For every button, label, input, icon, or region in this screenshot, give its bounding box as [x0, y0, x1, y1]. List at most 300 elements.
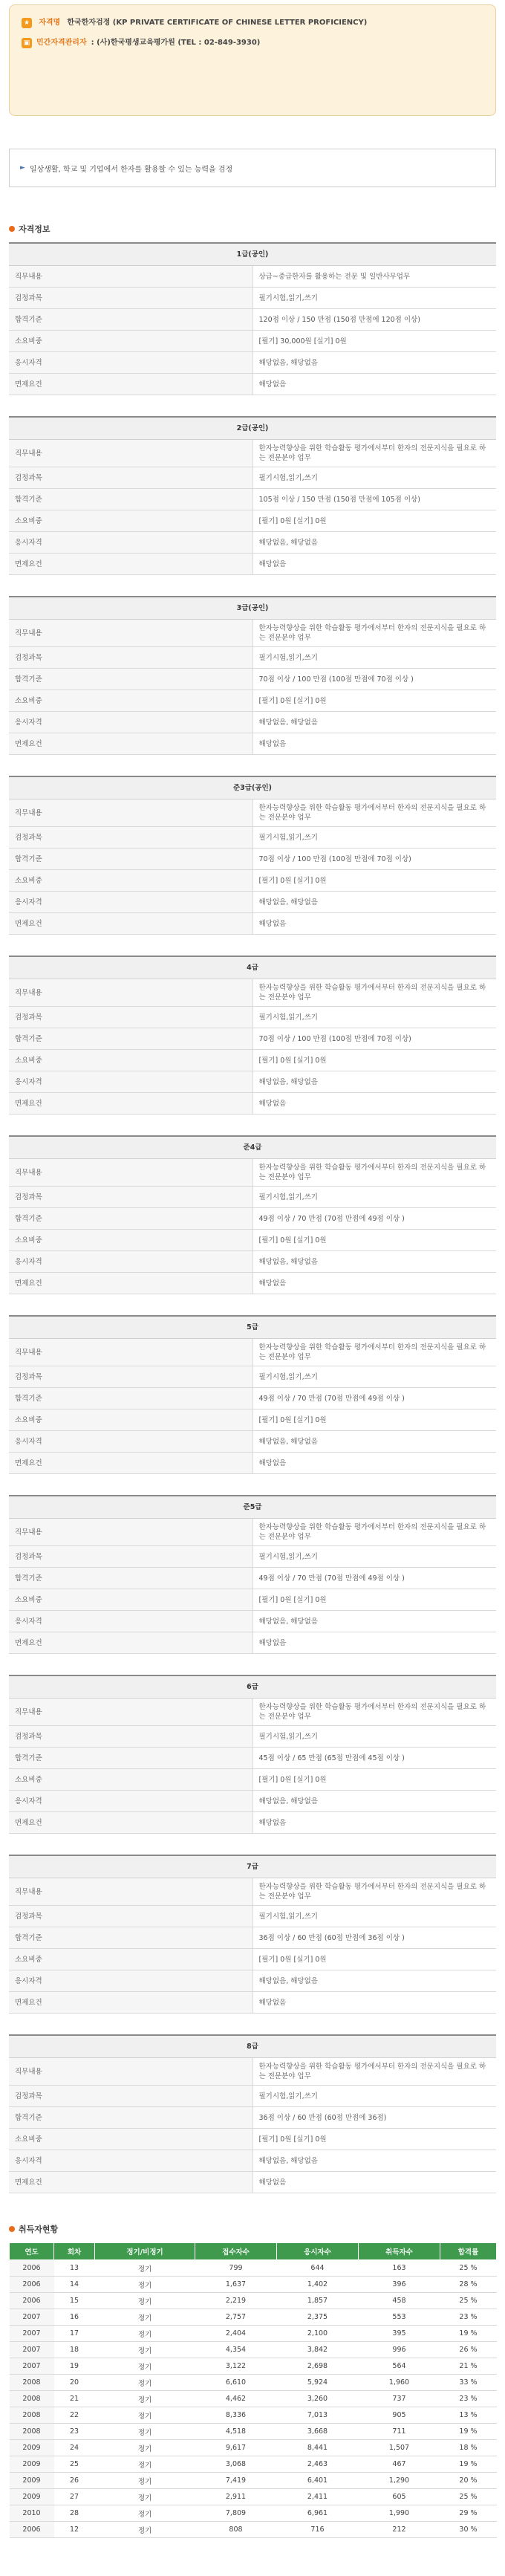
grade-row-value: 한자능력향상을 위한 학습활동 평가에서부터 한자의 전문지식을 필요로 하는 전문분야 업무	[252, 799, 496, 827]
grade-row-criteria	[9, 1748, 496, 1769]
stats-cell: 799	[195, 2260, 277, 2277]
stats-cell: 644	[277, 2260, 359, 2277]
grade-row-weight	[9, 1050, 496, 1071]
stats-cell: 396	[359, 2277, 440, 2293]
stats-cell: 25 %	[440, 2489, 497, 2505]
grade-row-label: 면제요건	[9, 1093, 252, 1115]
grade-title: 6급	[9, 1675, 496, 1699]
grade-row-label: 소요비중	[9, 1230, 252, 1251]
stats-row	[10, 2473, 497, 2489]
grade-row-subjects	[9, 2086, 496, 2107]
grade-row-label: 응시자격	[9, 1431, 252, 1453]
grade-row-value: 한자능력향상을 위한 학습활동 평가에서부터 한자의 전문지식을 필요로 하는 전문분야 업무	[252, 1699, 496, 1726]
stats-cell: 9,617	[195, 2440, 277, 2456]
stats-cell: 2006	[10, 2522, 54, 2538]
grade-row-label: 응시자격	[9, 2150, 252, 2172]
grade-row-duty	[9, 620, 496, 647]
stats-cell: 1,507	[359, 2440, 440, 2456]
grade-row-label: 검정과목	[9, 2086, 252, 2107]
grade-title: 1급(공인)	[9, 243, 496, 266]
grade-row-label: 합격기준	[9, 1028, 252, 1050]
stats-cell: 7,013	[277, 2407, 359, 2424]
summary-box	[9, 149, 496, 187]
stats-cell: 2007	[10, 2326, 54, 2342]
grade-row-label: 면제요건	[9, 1992, 252, 2014]
stats-cell: 2009	[10, 2440, 54, 2456]
grade-row-value: 70점 이상 / 100 만점 (100점 만점에 70점 이상)	[252, 849, 496, 870]
grade-row-weight	[9, 1769, 496, 1791]
grade-row-value: 해당없음	[252, 1273, 496, 1294]
grade-row-eligibility	[9, 1791, 496, 1812]
grade-row-label: 응시자격	[9, 1251, 252, 1273]
grade-row-label: 면제요건	[9, 1632, 252, 1654]
grade-row-value: 49점 이상 / 70 만점 (70점 만점에 49점 이상 )	[252, 1208, 496, 1230]
grade-row-label: 응시자격	[9, 892, 252, 913]
stats-cell: 20 %	[440, 2473, 497, 2489]
grade-row-weight	[9, 690, 496, 712]
grade-title: 5급	[9, 1316, 496, 1339]
grade-row-eligibility	[9, 1251, 496, 1273]
grade-row-value: 필기시험,읽기,쓰기	[252, 827, 496, 849]
grade-row-label: 소요비중	[9, 2129, 252, 2150]
building-icon: ▣	[22, 38, 32, 48]
stats-cell: 8,441	[277, 2440, 359, 2456]
stats-cell: 정기	[95, 2342, 195, 2358]
stats-cell: 15	[54, 2293, 95, 2309]
grade-row-label: 응시자격	[9, 1611, 252, 1632]
stats-cell: 19 %	[440, 2424, 497, 2440]
grade-title: 준4급	[9, 1136, 496, 1159]
stats-row	[10, 2309, 497, 2326]
grade-row-weight	[9, 1409, 496, 1431]
stats-cell: 1,960	[359, 2375, 440, 2391]
grade-row-value: 한자능력향상을 위한 학습활동 평가에서부터 한자의 전문지식을 필요로 하는 전문분야 업무	[252, 1339, 496, 1366]
stats-cell: 5,924	[277, 2375, 359, 2391]
grade-row-subjects	[9, 1546, 496, 1568]
stats-cell: 2,411	[277, 2489, 359, 2505]
grade-row-duty	[9, 799, 496, 827]
stats-cell: 정기	[95, 2391, 195, 2407]
stats-cell: 163	[359, 2260, 440, 2277]
stats-cell: 8,336	[195, 2407, 277, 2424]
grade-row-label: 응시자격	[9, 352, 252, 374]
grade-row-value: 해당없음, 해당없음	[252, 1970, 496, 1992]
stats-cell: 정기	[95, 2473, 195, 2489]
grade-row-value: 상급~중급한자를 활용하는 전문 및 일반사무업무	[252, 266, 496, 288]
stats-cell: 467	[359, 2456, 440, 2473]
stats-row	[10, 2277, 497, 2293]
grade-row-label: 소요비중	[9, 1769, 252, 1791]
stats-cell: 16	[54, 2309, 95, 2326]
grade-row-value: 120점 이상 / 150 만점 (150점 만점에 120점 이상)	[252, 309, 496, 331]
certificate-header-box	[9, 4, 496, 116]
grade-row-weight	[9, 1230, 496, 1251]
grade-row-label: 검정과목	[9, 1366, 252, 1388]
grade-row-criteria	[9, 1388, 496, 1409]
grade-row-eligibility	[9, 1611, 496, 1632]
stats-cell: 716	[277, 2522, 359, 2538]
grade-title: 준3급(공인)	[9, 776, 496, 799]
grade-row-value: 45점 이상 / 65 만점 (65점 만점에 45점 이상 )	[252, 1748, 496, 1769]
grade-row-label: 소요비중	[9, 690, 252, 712]
grade-row-label: 검정과목	[9, 1906, 252, 1927]
grade-row-value: [필기] 0원 [실기] 0원	[252, 1230, 496, 1251]
stats-cell: 737	[359, 2391, 440, 2407]
stats-header-row	[10, 2243, 497, 2260]
stats-cell: 2,100	[277, 2326, 359, 2342]
grade-row-criteria	[9, 1208, 496, 1230]
stats-section-title	[9, 2223, 496, 2235]
grade-row-value: 해당없음, 해당없음	[252, 1611, 496, 1632]
grade-row-value: 해당없음	[252, 1992, 496, 2014]
stats-cell: 2007	[10, 2342, 54, 2358]
stats-cell: 정기	[95, 2375, 195, 2391]
grade-row-weight	[9, 510, 496, 532]
stats-cell: 4,354	[195, 2342, 277, 2358]
grade-row-label: 직무내용	[9, 979, 252, 1007]
grade-row-value: 해당없음	[252, 733, 496, 755]
grade-row-value: 한자능력향상을 위한 학습활동 평가에서부터 한자의 전문지식을 필요로 하는 전문분야 업무	[252, 2058, 496, 2086]
stats-cell: 3,668	[277, 2424, 359, 2440]
stats-cell: 2006	[10, 2260, 54, 2277]
grade-row-label: 합격기준	[9, 1208, 252, 1230]
grade-row-value: 필기시험,읽기,쓰기	[252, 467, 496, 489]
stats-cell: 1,290	[359, 2473, 440, 2489]
grade-row-subjects	[9, 1187, 496, 1208]
grade-row-duty	[9, 1699, 496, 1726]
grade-row-duty	[9, 266, 496, 288]
stats-cell: 7,419	[195, 2473, 277, 2489]
stats-cell: 1,857	[277, 2293, 359, 2309]
grade-row-exemption	[9, 554, 496, 575]
stats-cell: 정기	[95, 2277, 195, 2293]
grade-table	[9, 1135, 496, 1294]
grade-row-value: [필기] 30,000원 [실기] 0원	[252, 331, 496, 352]
grade-row-duty	[9, 1519, 496, 1546]
grade-row-label: 소요비중	[9, 331, 252, 352]
grade-row-label: 합격기준	[9, 309, 252, 331]
stats-cell: 2,463	[277, 2456, 359, 2473]
stats-cell: 19 %	[440, 2456, 497, 2473]
stats-cell: 212	[359, 2522, 440, 2538]
stats-header-cell: 회차	[54, 2243, 95, 2260]
stats-cell: 2010	[10, 2505, 54, 2522]
stats-cell: 2008	[10, 2407, 54, 2424]
grade-row-label: 합격기준	[9, 1927, 252, 1949]
grade-row-value: 필기시험,읽기,쓰기	[252, 1726, 496, 1748]
grade-row-eligibility	[9, 532, 496, 554]
grade-title: 8급	[9, 2035, 496, 2058]
stats-cell: 808	[195, 2522, 277, 2538]
stats-cell: 2008	[10, 2391, 54, 2407]
certificate-org-value: : (사)한국평생교육평가원 (TEL : 02-849-3930)	[91, 39, 261, 47]
grade-row-value: 105점 이상 / 150 만점 (150점 만점에 105점 이상)	[252, 489, 496, 510]
grade-row-label: 검정과목	[9, 1546, 252, 1568]
stats-cell: 25 %	[440, 2260, 497, 2277]
stats-cell: 2007	[10, 2358, 54, 2375]
grade-row-value: 70점 이상 / 100 만점 (100점 만점에 70점 이상 )	[252, 669, 496, 690]
stats-cell: 2008	[10, 2424, 54, 2440]
stats-cell: 3,842	[277, 2342, 359, 2358]
grade-row-exemption	[9, 1273, 496, 1294]
stats-row	[10, 2260, 497, 2277]
stats-body	[10, 2260, 497, 2538]
qualification-section-title	[9, 223, 496, 235]
stats-cell: 4,462	[195, 2391, 277, 2407]
grade-row-label: 검정과목	[9, 647, 252, 669]
stats-row	[10, 2505, 497, 2522]
grade-row-label: 직무내용	[9, 1699, 252, 1726]
grade-row-eligibility	[9, 1431, 496, 1453]
stats-cell: 28	[54, 2505, 95, 2522]
grade-row-value: 한자능력향상을 위한 학습활동 평가에서부터 한자의 전문지식을 필요로 하는 전문분야 업무	[252, 1878, 496, 1906]
grade-table	[9, 2034, 496, 2193]
stats-cell: 458	[359, 2293, 440, 2309]
grade-row-value: [필기] 0원 [실기] 0원	[252, 1409, 496, 1431]
grade-row-label: 소요비중	[9, 1589, 252, 1611]
stats-cell: 17	[54, 2326, 95, 2342]
grade-row-value: 한자능력향상을 위한 학습활동 평가에서부터 한자의 전문지식을 필요로 하는 전문분야 업무	[252, 620, 496, 647]
stats-cell: 정기	[95, 2424, 195, 2440]
grade-row-duty	[9, 1339, 496, 1366]
stats-cell: 25 %	[440, 2293, 497, 2309]
grade-row-value: [필기] 0원 [실기] 0원	[252, 2129, 496, 2150]
stats-cell: 정기	[95, 2440, 195, 2456]
grade-row-label: 직무내용	[9, 1519, 252, 1546]
stats-header-cell: 합격률	[440, 2243, 497, 2260]
stats-row	[10, 2358, 497, 2375]
stats-row	[10, 2326, 497, 2342]
grade-row-value: [필기] 0원 [실기] 0원	[252, 870, 496, 892]
stats-cell: 20	[54, 2375, 95, 2391]
stats-cell: 6,401	[277, 2473, 359, 2489]
grade-table	[9, 1495, 496, 1654]
stats-cell: 정기	[95, 2326, 195, 2342]
grade-row-eligibility	[9, 892, 496, 913]
grade-title: 4급	[9, 956, 496, 979]
grade-row-value: 70점 이상 / 100 만점 (100점 만점에 70점 이상)	[252, 1028, 496, 1050]
grade-row-criteria	[9, 1028, 496, 1050]
grade-row-value: 한자능력향상을 위한 학습활동 평가에서부터 한자의 전문지식을 필요로 하는 전문분야 업무	[252, 979, 496, 1007]
stats-cell: 2,911	[195, 2489, 277, 2505]
grade-row-exemption	[9, 1453, 496, 1474]
grade-row-criteria	[9, 489, 496, 510]
stats-cell: 4,518	[195, 2424, 277, 2440]
section-dot-icon	[9, 226, 15, 232]
grade-title: 2급(공인)	[9, 417, 496, 440]
stats-cell: 정기	[95, 2358, 195, 2375]
grade-row-value: 필기시험,읽기,쓰기	[252, 1007, 496, 1028]
grade-row-value: 해당없음, 해당없음	[252, 1071, 496, 1093]
stats-title-text: 취득자현황	[19, 2225, 59, 2234]
grade-row-subjects	[9, 647, 496, 669]
grade-row-label: 직무내용	[9, 1878, 252, 1906]
grade-row-value: 필기시험,읽기,쓰기	[252, 288, 496, 309]
grade-row-value: 36점 이상 / 60 만점 (60점 만점에 36점)	[252, 2107, 496, 2129]
grade-row-exemption	[9, 374, 496, 395]
stats-cell: 395	[359, 2326, 440, 2342]
grade-row-eligibility	[9, 2150, 496, 2172]
grade-row-criteria	[9, 1927, 496, 1949]
grade-row-label: 면제요건	[9, 1812, 252, 1834]
grade-row-value: 해당없음, 해당없음	[252, 352, 496, 374]
grade-row-value: 한자능력향상을 위한 학습활동 평가에서부터 한자의 전문지식을 필요로 하는 전문분야 업무	[252, 1159, 496, 1187]
grade-row-weight	[9, 2129, 496, 2150]
grade-row-value: 해당없음, 해당없음	[252, 712, 496, 733]
grade-table	[9, 776, 496, 935]
grade-table	[9, 956, 496, 1115]
grade-row-label: 합격기준	[9, 1388, 252, 1409]
stats-cell: 33 %	[440, 2375, 497, 2391]
stats-header-cell: 응시자수	[277, 2243, 359, 2260]
stats-row	[10, 2407, 497, 2424]
stats-cell: 14	[54, 2277, 95, 2293]
grade-row-value: 36점 이상 / 60 만점 (60점 만점에 36점 이상 )	[252, 1927, 496, 1949]
arrow-bullet-icon: ►	[20, 164, 25, 172]
stats-cell: 29 %	[440, 2505, 497, 2522]
grade-row-label: 직무내용	[9, 1339, 252, 1366]
grade-row-value: 필기시험,읽기,쓰기	[252, 2086, 496, 2107]
grade-row-exemption	[9, 913, 496, 935]
grade-title: 3급(공인)	[9, 597, 496, 620]
stats-cell: 13	[54, 2260, 95, 2277]
stats-cell: 정기	[95, 2407, 195, 2424]
grade-row-value: 해당없음, 해당없음	[252, 892, 496, 913]
stats-cell: 1,990	[359, 2505, 440, 2522]
grade-row-label: 합격기준	[9, 1748, 252, 1769]
grade-row-label: 소요비중	[9, 870, 252, 892]
stats-cell: 정기	[95, 2505, 195, 2522]
stats-cell: 2,757	[195, 2309, 277, 2326]
grade-row-label: 검정과목	[9, 467, 252, 489]
grade-row-weight	[9, 1589, 496, 1611]
grade-row-label: 합격기준	[9, 2107, 252, 2129]
stats-cell: 2006	[10, 2293, 54, 2309]
grade-row-value: 필기시험,읽기,쓰기	[252, 1546, 496, 1568]
stats-row	[10, 2522, 497, 2538]
grade-row-value: 한자능력향상을 위한 학습활동 평가에서부터 한자의 전문지식을 필요로 하는 전문분야 업무	[252, 440, 496, 467]
grade-row-value: 필기시험,읽기,쓰기	[252, 1906, 496, 1927]
grade-row-exemption	[9, 1093, 496, 1115]
grade-row-value: 49점 이상 / 70 만점 (70점 만점에 49점 이상 )	[252, 1568, 496, 1589]
grade-table	[9, 1675, 496, 1834]
section-dot-icon	[9, 2226, 15, 2232]
grade-table	[9, 596, 496, 755]
grade-row-value: 해당없음	[252, 1453, 496, 1474]
certificate-org-row	[22, 37, 483, 48]
stats-cell: 30 %	[440, 2522, 497, 2538]
grade-row-label: 면제요건	[9, 374, 252, 395]
grade-row-eligibility	[9, 712, 496, 733]
badge-icon: ★	[22, 18, 32, 28]
grade-row-value: 필기시험,읽기,쓰기	[252, 1187, 496, 1208]
grade-row-label: 합격기준	[9, 489, 252, 510]
grade-row-label: 면제요건	[9, 733, 252, 755]
grade-row-label: 소요비중	[9, 1949, 252, 1970]
grade-row-value: 해당없음, 해당없음	[252, 532, 496, 554]
grade-row-value: 해당없음	[252, 2172, 496, 2193]
grade-row-exemption	[9, 733, 496, 755]
grade-table	[9, 1315, 496, 1474]
stats-cell: 1,402	[277, 2277, 359, 2293]
stats-cell: 7,809	[195, 2505, 277, 2522]
grade-row-label: 검정과목	[9, 1007, 252, 1028]
grade-row-label: 직무내용	[9, 2058, 252, 2086]
stats-cell: 정기	[95, 2456, 195, 2473]
grade-row-subjects	[9, 1007, 496, 1028]
grades-container	[0, 242, 505, 2193]
summary-text: 일상생활, 학교 및 기업에서 한자를 활용할 수 있는 능력을 검정	[29, 165, 233, 174]
stats-cell: 12	[54, 2522, 95, 2538]
stats-cell: 22	[54, 2407, 95, 2424]
stats-cell: 553	[359, 2309, 440, 2326]
grade-row-weight	[9, 870, 496, 892]
stats-cell: 6,961	[277, 2505, 359, 2522]
stats-cell: 정기	[95, 2309, 195, 2326]
grade-row-label: 응시자격	[9, 712, 252, 733]
grade-row-label: 면제요건	[9, 2172, 252, 2193]
grade-row-label: 소요비중	[9, 510, 252, 532]
grade-row-label: 응시자격	[9, 532, 252, 554]
grade-row-eligibility	[9, 1071, 496, 1093]
grade-row-value: 해당없음, 해당없음	[252, 1431, 496, 1453]
grade-row-exemption	[9, 1812, 496, 1834]
grade-row-subjects	[9, 827, 496, 849]
grade-row-label: 합격기준	[9, 669, 252, 690]
stats-cell: 23	[54, 2424, 95, 2440]
grade-row-duty	[9, 979, 496, 1007]
grade-row-exemption	[9, 1632, 496, 1654]
grade-row-criteria	[9, 1568, 496, 1589]
grade-row-label: 면제요건	[9, 1453, 252, 1474]
grade-row-criteria	[9, 669, 496, 690]
stats-cell: 27	[54, 2489, 95, 2505]
grade-table	[9, 416, 496, 575]
certificate-name-label: 자격명	[39, 19, 61, 27]
grade-row-subjects	[9, 1726, 496, 1748]
grade-row-weight	[9, 1949, 496, 1970]
grade-row-eligibility	[9, 352, 496, 374]
grade-row-label: 직무내용	[9, 440, 252, 467]
grade-row-exemption	[9, 1992, 496, 2014]
stats-header-cell: 접수자수	[195, 2243, 277, 2260]
stats-header-cell: 정기/비정기	[95, 2243, 195, 2260]
grade-row-value: 한자능력향상을 위한 학습활동 평가에서부터 한자의 전문지식을 필요로 하는 전문분야 업무	[252, 1519, 496, 1546]
grade-title: 7급	[9, 1855, 496, 1878]
grade-row-label: 합격기준	[9, 1568, 252, 1589]
grade-row-eligibility	[9, 1970, 496, 1992]
stats-cell: 2009	[10, 2489, 54, 2505]
stats-cell: 25	[54, 2456, 95, 2473]
stats-cell: 605	[359, 2489, 440, 2505]
stats-cell: 23 %	[440, 2309, 497, 2326]
stats-cell: 996	[359, 2342, 440, 2358]
stats-cell: 13 %	[440, 2407, 497, 2424]
grade-row-label: 직무내용	[9, 1159, 252, 1187]
grade-title: 준5급	[9, 1496, 496, 1519]
stats-cell: 905	[359, 2407, 440, 2424]
grade-table	[9, 242, 496, 395]
stats-cell: 3,122	[195, 2358, 277, 2375]
grade-row-subjects	[9, 288, 496, 309]
grade-row-label: 직무내용	[9, 620, 252, 647]
stats-cell: 21 %	[440, 2358, 497, 2375]
stats-cell: 564	[359, 2358, 440, 2375]
stats-cell: 정기	[95, 2489, 195, 2505]
grade-row-label: 소요비중	[9, 1050, 252, 1071]
grade-row-weight	[9, 331, 496, 352]
stats-cell: 18 %	[440, 2440, 497, 2456]
